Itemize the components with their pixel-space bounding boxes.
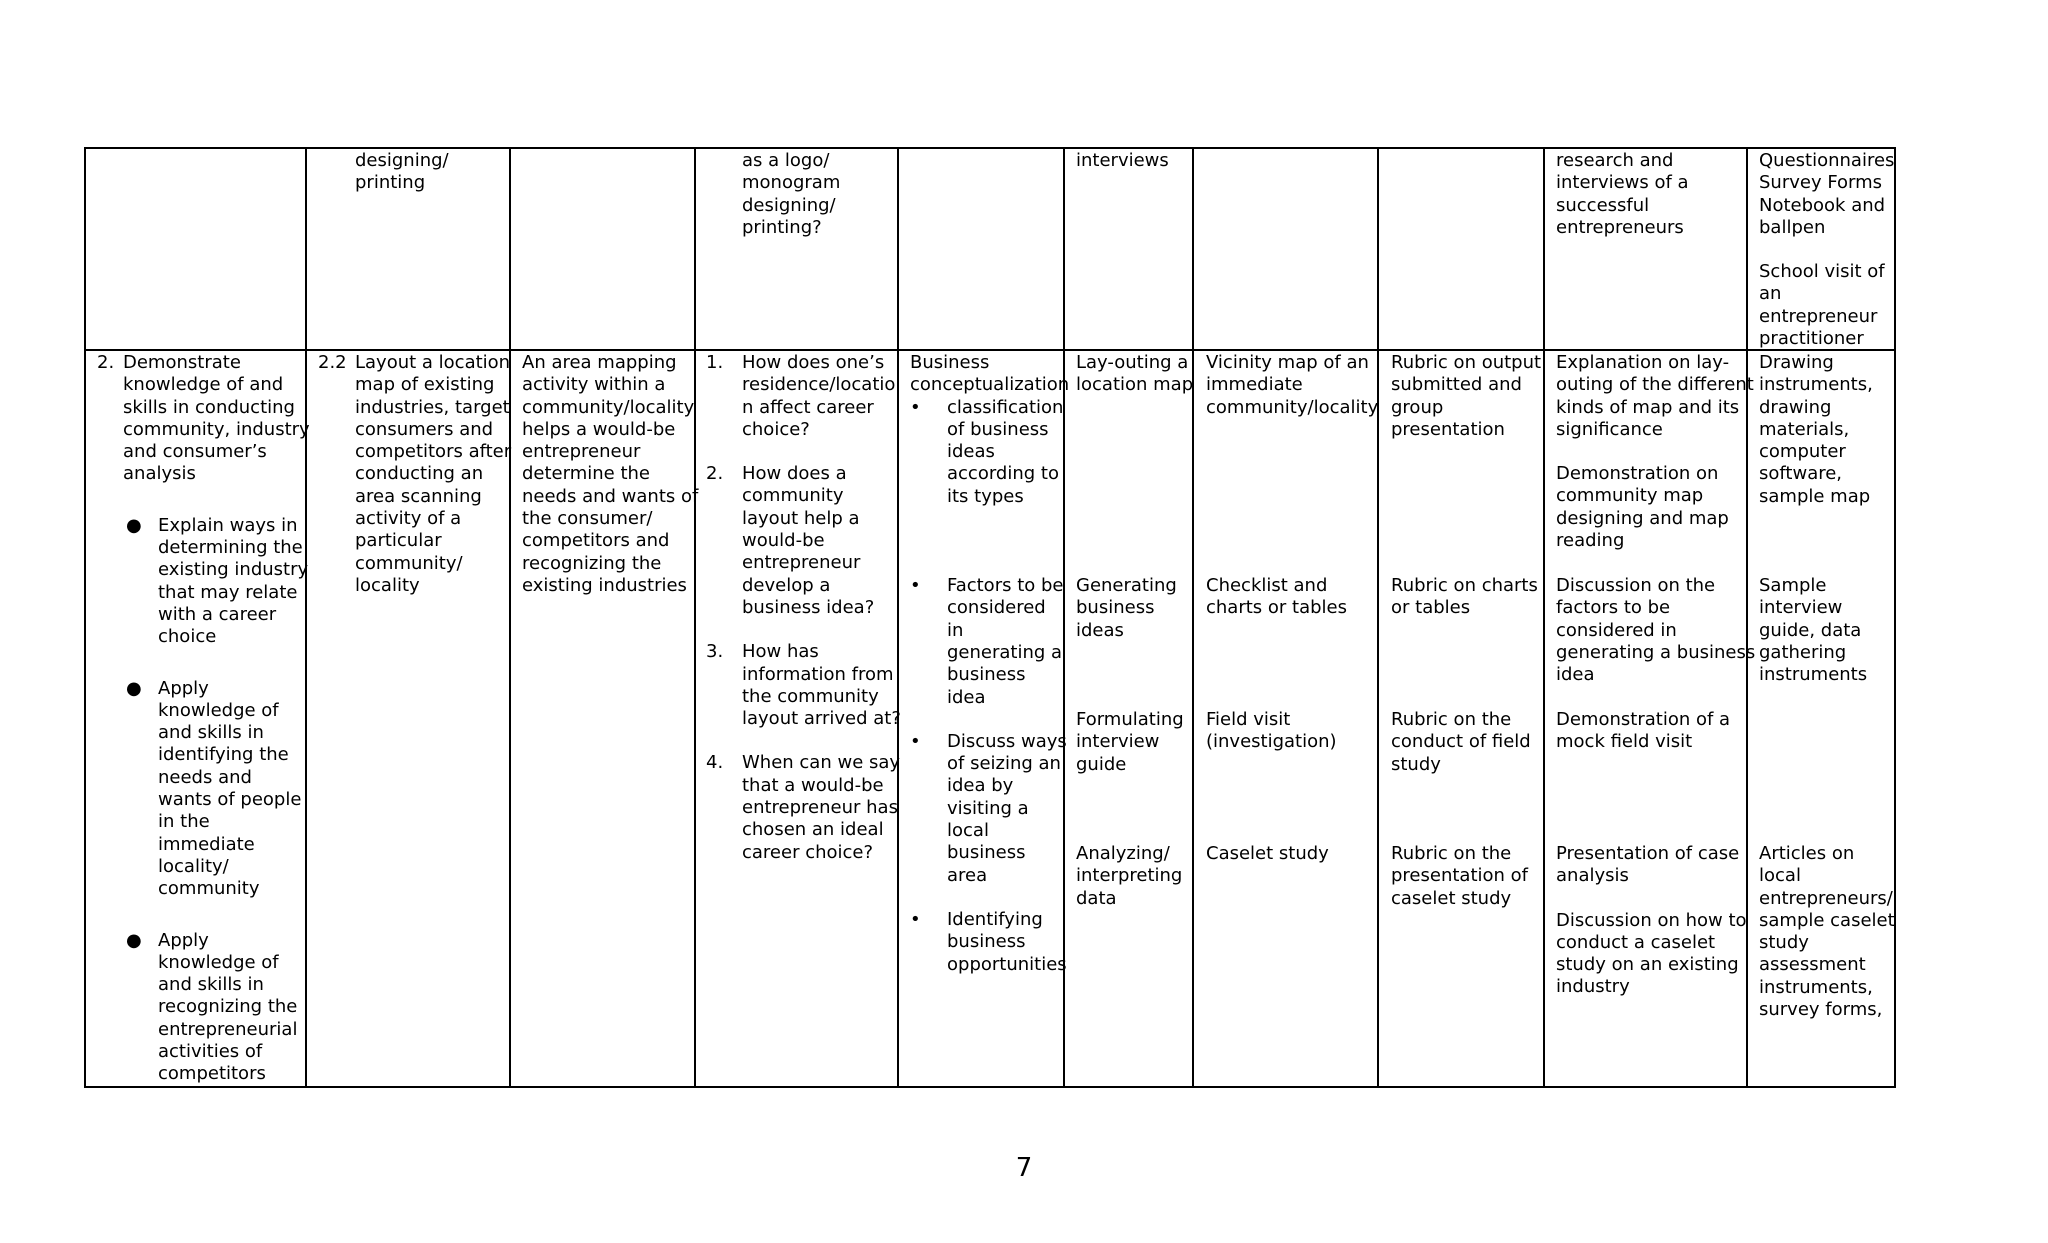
assessment-cell: Checklist and charts or tables xyxy=(1206,575,1347,619)
competency-number: 2. xyxy=(97,352,115,373)
resource-cell: Articles on local entrepreneurs/ sample caselet study assessment instruments, survey forms, xyxy=(1759,843,1895,1021)
row1-col10-cell: Questionnaires Survey Forms Notebook and ballpen School visit of an entrepreneur practitioner xyxy=(1759,150,1895,350)
row1-col2-cell: designing/ printing xyxy=(355,150,449,194)
competency-bullet: ● Explain ways in determining the existing industry that may relate with a career choice xyxy=(126,514,309,648)
column-divider xyxy=(694,147,696,1088)
task-cell: Generating business ideas xyxy=(1076,575,1177,641)
questions-cell xyxy=(706,352,901,864)
rubric-cell: Rubric on output submitted and group presentation xyxy=(1391,352,1542,440)
content-bullet: • Factors to be considered in generating a business idea xyxy=(910,575,1064,708)
row-divider xyxy=(84,349,1896,351)
question-item: 4. When can we say that a would-be entrepreneur has chosen an ideal career choice? xyxy=(706,752,901,863)
task-cell: Analyzing/ interpreting data xyxy=(1076,843,1183,909)
row1-col4-cell: as a logo/ monogram designing/ printing? xyxy=(742,150,841,238)
row1-col9-cell: research and interviews of a successful entrepreneurs xyxy=(1556,150,1689,238)
activity-cell: Presentation of case analysis Discussion on how to conduct a caselet study on an existing industry xyxy=(1556,843,1747,998)
question-item: 3. How has information from the community layout arrived at? xyxy=(706,641,901,730)
performance-cell: 2.2 Layout a location map of existing industries, target consumers and competitors after conducting an area scanning activity of a particular community/ locality xyxy=(318,352,512,596)
rubric-cell: Rubric on the conduct of field study xyxy=(1391,709,1531,775)
content-bullet: • Discuss ways of seizing an idea by visiting a local business area xyxy=(910,730,1067,886)
question-item: 2. How does a community layout help a would-be entrepreneur develop a business idea? xyxy=(706,463,875,618)
resource-cell: Sample interview guide, data gathering instruments xyxy=(1759,575,1868,686)
activity-cell: Demonstration of a mock field visit xyxy=(1556,709,1731,753)
activity-cell: Explanation on lay- outing of the different kinds of map and its significance Demonstration on community map designing and map reading xyxy=(1556,352,1754,552)
column-divider xyxy=(1543,147,1545,1088)
performance-number: 2.2 xyxy=(318,352,347,373)
content-bullet: • classification of business ideas according to its types xyxy=(910,396,1064,507)
assessment-cell: Vicinity map of an immediate community/locality xyxy=(1206,352,1379,418)
activity-cell: Discussion on the factors to be considered in generating a business idea xyxy=(1556,575,1756,686)
assessment-cell: Field visit (investigation) xyxy=(1206,709,1337,753)
task-cell: Lay-outing a location map xyxy=(1076,352,1194,396)
competency-bullet: ● Apply knowledge of and skills in identifying the needs and wants of people in the immediate locality/ community xyxy=(126,677,302,900)
question-item: 1. How does one’s residence/locatio n affect career choice? xyxy=(706,352,896,440)
column-divider xyxy=(1377,147,1379,1088)
assessment-cell: Caselet study xyxy=(1206,843,1329,864)
column-divider xyxy=(509,147,511,1088)
content-bullet: • Identifying business opportunities xyxy=(910,908,1067,975)
competency-bullet: ● Apply knowledge of and skills in recognizing the entrepreneurial activities of competitors xyxy=(126,929,298,1085)
content-cell: Business conceptualization • classification of business ideas according to its types • Factors to be considered in generating a business idea • Discuss ways of seizing an idea by visiting a local business area • Identifying business opportunities xyxy=(910,352,1070,975)
understanding-cell: An area mapping activity within a community/locality helps a would-be entrepreneur determine the needs and wants of the consumer/ competitors and recognizing the existing industries xyxy=(522,352,699,596)
page-number: 7 xyxy=(1015,1153,1033,1183)
rubric-cell: Rubric on charts or tables xyxy=(1391,575,1538,619)
competency-cell: 2. Demonstrate knowledge of and skills in conducting community, industry and consumer’s analysis ● Explain ways in determining the existing industry that may relate with a career choice ● Apply knowledge of and skills in identifying the needs and wants of people in the immediate locality/ community ● Apply knowledge of and skills in recognizing the entrepreneurial activities of competitors xyxy=(97,352,310,1085)
resource-cell: Drawing instruments, drawing materials, computer software, sample map xyxy=(1759,352,1873,507)
column-divider xyxy=(1192,147,1194,1088)
task-cell: Formulating interview guide xyxy=(1076,709,1184,775)
rubric-cell: Rubric on the presentation of caselet study xyxy=(1391,843,1529,909)
row1-col6-cell: interviews xyxy=(1076,150,1169,171)
